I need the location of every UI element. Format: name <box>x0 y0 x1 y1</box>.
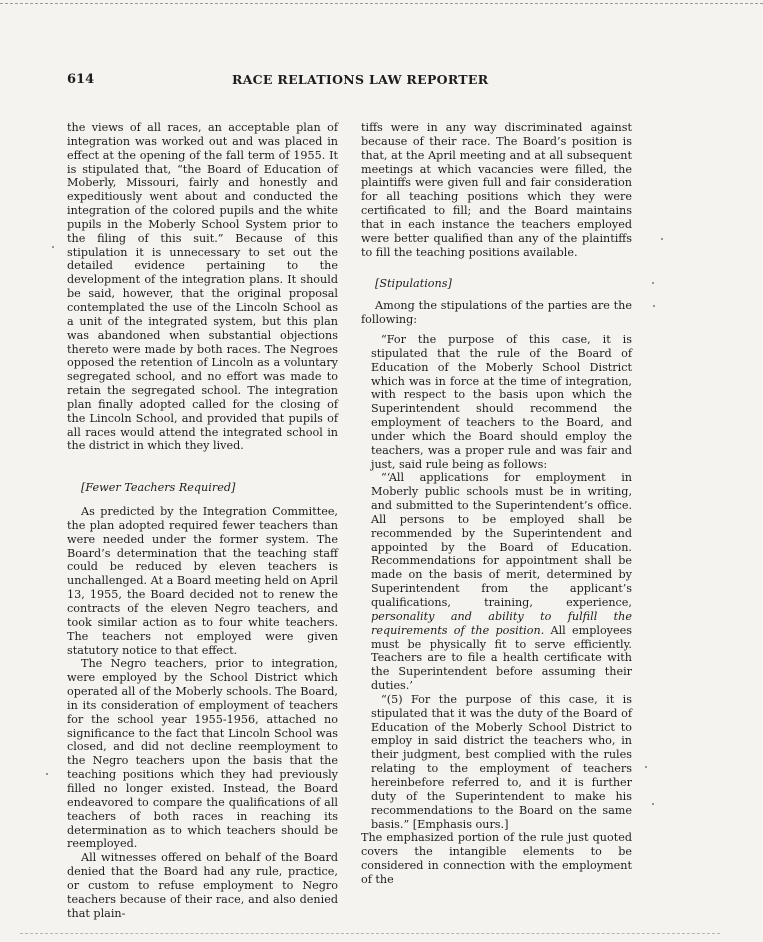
top-border <box>0 3 763 4</box>
scan-speck <box>645 766 647 768</box>
quote-paragraph: “(5) For the purpose of this case, it is stipulated that it was the duty of the Board of Education of the Moberly School District to employ in said district the teachers who, in their judgment, best complied with the rules relating to the employment of teachers hereinbefore referred to, and it is further duty of the Superintendent to make his recommendations to the Board on the same basis.” [Emphasis ours.] <box>371 692 632 831</box>
paragraph: the views of all races, an acceptable plan of integration was worked out and was placed in effect at the opening of the fall term of 1955. It is stipulated that, “the Board of Education of Moberly, Missouri, fairly and honestly and expeditiously went about and conducted the integration of the colored pupils and the white pupils in the Moberly School System prior to the filing of this suit.” Because of this stipulation it is unnecessary to set out the detailed evidence pertaining to the development of the integration plans. It should be said, however, that the original proposal contemplated the use of the Lincoln School as a unit of the integrated system, but this plan was abandoned when substantial objections thereto were made by both races. The Negroes opposed the retention of Lincoln as a voluntary segregated school, and no effort was made to retain the segregated school. The integration plan finally adopted called for the closing of the Lincoln School, and provided that pupils of all races would attend the integrated school in the district in which they lived. <box>67 121 338 453</box>
right-column <box>361 121 632 887</box>
paragraph: The Negro teachers, prior to integration, were employed by the School District which operated all of the Moberly schools. The Board, in its consideration of employment of teachers for the school year 1955-1956, attached no significance to the fact that Lincoln School was closed, and did not decline reemployment to the Negro teachers upon the basis that the teaching positions which they had previously filled no longer existed. Instead, the Board endeavored to compare the qualifications of all teachers of both races in reaching its determination as to which teachers should be reemployed. <box>67 657 338 851</box>
scan-speck <box>652 803 654 805</box>
block-quote <box>361 333 632 831</box>
scan-speck <box>652 282 654 284</box>
left-column <box>67 121 338 920</box>
paragraph: tiffs were in any way discriminated against because of their race. The Board’s position is that, at the April meeting and at all subsequent meetings at which vacancies were filled, the plaintiffs were given full and fair consideration for all teaching positions which they were certificated to fill; and the Board maintains that in each instance the teachers employed were better qualified than any of the plaintiffs to fill the teaching positions available. <box>361 121 632 259</box>
bottom-border <box>20 933 720 934</box>
page-header <box>0 72 763 90</box>
scan-speck <box>52 246 54 248</box>
quote-paragraph: “For the purpose of this case, it is stipulated that the rule of the Board of Education of the Moberly School District which was in force at the time of integration, with respect to the basis upon which the Superintendent should recommend the employment of teachers to the Board, and under which the Board should employ the teachers, was a proper rule and was fair and just, said rule being as follows: <box>371 332 632 471</box>
section-heading-fewer-teachers: [Fewer Teachers Required] <box>81 481 236 495</box>
scan-speck <box>661 238 663 240</box>
page-number: 614 <box>67 72 95 87</box>
quote-paragraph: “‘All applications for employment in Moberly public schools must be in writing, and submitted to the Superintendent’s office. All persons to be employed shall be recommended by the Superintendent and appointed by the Board of Education. Recommendations for appointment shall be made on the basis of merit, determined by Superintendent from the applicant’s qualifications, training, experience, personality and ability to fulfill the requirements of the position. All employees must be physically fit to serve efficiently. Teachers are to file a health certificate with the Superintendent before assuming their duties.’ <box>371 471 632 693</box>
nested-quote <box>371 471 632 693</box>
scan-speck <box>653 305 655 307</box>
emphasized-text: personality and ability to fulfill the requirements of the position. <box>371 609 632 637</box>
section-heading-stipulations: [Stipulations] <box>375 277 452 291</box>
scan-speck <box>46 773 48 775</box>
running-title: RACE RELATIONS LAW REPORTER <box>232 72 489 87</box>
paragraph: All witnesses offered on behalf of the Board denied that the Board had any rule, practice, or custom to refuse employment to Negro teachers because of their race, and also denied that plain- <box>67 851 338 920</box>
paragraph: The emphasized portion of the rule just quoted covers the intangible elements to be considered in connection with the employment of the <box>361 831 632 886</box>
paragraph: As predicted by the Integration Committee, the plan adopted required fewer teachers than were needed under the former system. The Board’s determination that the teaching staff could be reduced by eleven teachers is unchallenged. At a Board meeting held on April 13, 1955, the Board decided not to renew the contracts of the eleven Negro teachers, and took similar action as to four white teachers. The teachers not employed were given statutory notice to that effect. <box>67 505 338 657</box>
paragraph: Among the stipulations of the parties are the following: <box>361 299 632 327</box>
